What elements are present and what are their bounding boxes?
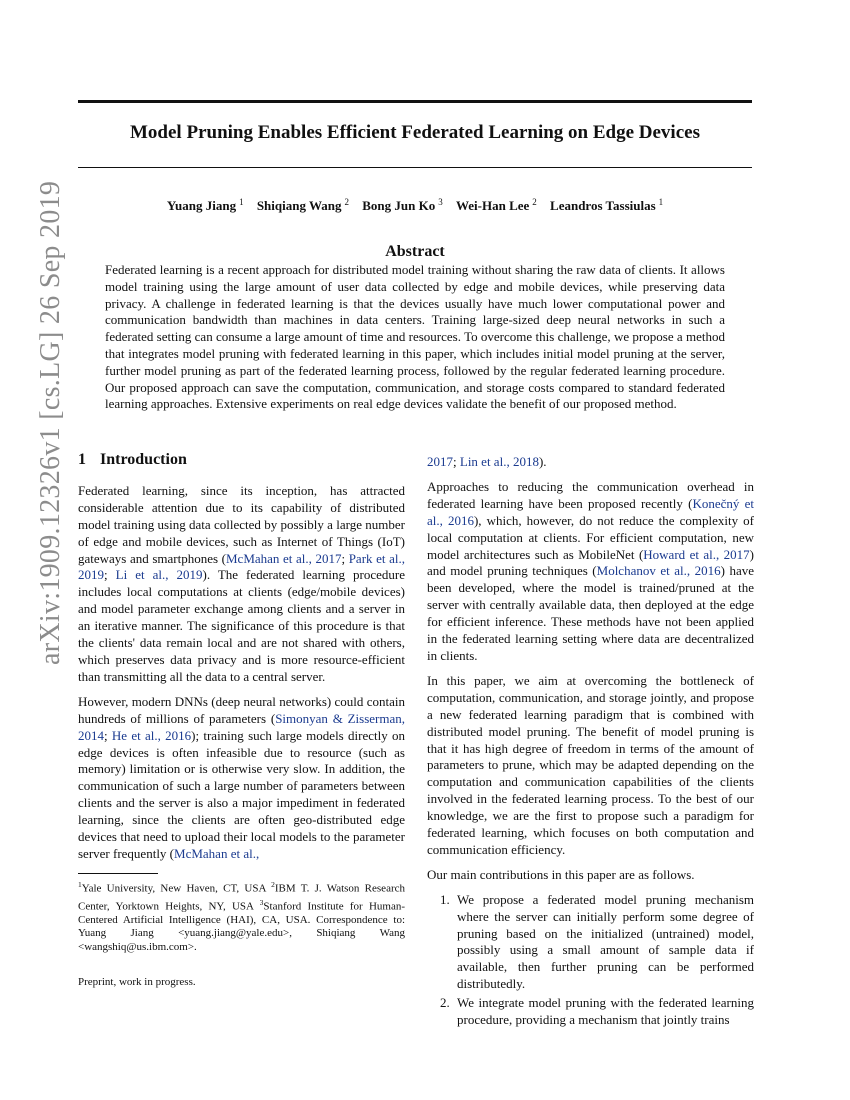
footnote-rule [78, 873, 158, 874]
citation-link[interactable]: Molchanov et al., 2016 [596, 563, 721, 579]
intro-paragraph-3: Approaches to reducing the communication overhead in federated learning have been proposed recently (Konečný et al., 2016), which, however, do not reduce the complexity of local computation at clients. For efficient computation, new model architectures such as MobileNet (Howard et al., 2017) and model pruning techniques (Molchanov et al., 2016) have been developed, where the model is trained/pruned at the server with centrally available data, then deployed at the edge for efficient inference. These methods have not been applied in the federated learning setting where data are decentralized in clients. [427, 478, 755, 663]
citation-link[interactable]: 2017 [427, 454, 453, 469]
paper-title: Model Pruning Enables Efficient Federated Learning on Edge Devices [130, 122, 700, 143]
title-rule-bottom [78, 167, 752, 168]
citation-link[interactable]: Simonyan & Zisserman, 2014 [78, 710, 405, 743]
intro-paragraph-4: In this paper, we aim at overcoming the bottleneck of computation, communication, and storage jointly, and propose a new federated learning paradigm that is combined with distributed model pruning. The benefit of model pruning is that it has high degree of freedom in terms of the amount of parameters to prune, which may be adapted depending on the computation and communication capabilities of the clients involved in the federated learning process. To the best of our knowledge, we are the first to propose such a paradigm for federated learning, which focuses on both computation and communication efficiency. [427, 672, 754, 857]
author-list [78, 197, 752, 214]
affiliation-footnote: $^1$Yale University, New Haven, CT, USA $^2$IBM T. J. Watson Research Center, Yorktown Heights, NY, USA $^3$Stanford Institute for Human-Centered Artificial Intelligence (HAI), CA, USA. Correspondence to: Yuang Jiang <yuang.jiang@yale.edu>, Shiqiang Wang <wangshiq@us.ibm.com>. [78, 879, 405, 953]
section-heading [78, 452, 405, 469]
citation-link[interactable]: Li et al., 2019 [115, 567, 203, 583]
section-number: 1 [78, 451, 86, 468]
title-rule-top [78, 100, 752, 103]
citation-link[interactable]: Park et al., 2019 [78, 550, 405, 583]
author: Shiqiang Wang $^2$ [256, 197, 349, 214]
continuation-line: 2017; Lin et al., 2018). [427, 454, 547, 469]
abstract-heading: Abstract [385, 243, 445, 260]
left-column [78, 452, 405, 991]
author: Bong Jun Ko $^3$ [362, 197, 443, 214]
preprint-note: Preprint, work in progress. [78, 976, 196, 989]
citation-link[interactable]: McMahan et al., 2017 [225, 550, 342, 566]
citation-link[interactable]: Konečný et al., 2016 [427, 495, 755, 528]
list-item: 2. We integrate model pruning with the federated learning procedure, providing a mechanism that jointly trains [453, 995, 754, 1029]
right-column [427, 454, 754, 1031]
author: Yuang Jiang $^1$ [166, 197, 244, 214]
intro-paragraph-1: Federated learning, since its inception, has attracted considerable attention due to its capability of distributed model training using data collected by possibly a large number of edge and mobile devices, such as Internet of Things (IoT) gateways and smartphones (McMahan et al., 2017; Park et al., 2019; Li et al., 2019). The federated learning procedure includes local computations at clients (edge/mobile devices) and model parameter exchange among clients and a server in an iterative manner. The significance of this procedure is that the clients' data remain local and are not shared with others, which preserves data privacy and is more resource-efficient than transmitting all the data to a central server. [78, 482, 405, 684]
section-title: Introduction [100, 451, 187, 468]
citation-link[interactable]: McMahan et al., [174, 845, 260, 861]
citation-link[interactable]: Howard et al., 2017 [643, 546, 750, 562]
arxiv-stamp: arXiv:1909.12326v1 [cs.LG] 26 Sep 2019 [35, 180, 66, 665]
author: Leandros Tassiulas $^1$ [550, 197, 664, 214]
citation-link[interactable]: He et al., 2016 [111, 727, 192, 743]
abstract-body: Federated learning is a recent approach for distributed model training without sharing the raw data of clients. It allows model training using the large amount of user data collected by edge and mobile devices, while preserving data privacy. A challenge in federated learning is that the devices usually have much lower computational power and communication bandwidth than machines in data centers. Training large-sized deep neural networks in such a federated setting can consume a large amount of time and resources. To overcome this challenge, we propose a method that integrates model pruning with federated learning in this paper, which includes initial model pruning at the server, further model pruning as part of the federated learning process, followed by the regular federated learning procedure. Our proposed approach can save the computation, communication, and storage costs compared to standard federated learning approaches. Extensive experiments on real edge devices validate the benefit of our proposed method. [105, 262, 725, 412]
intro-paragraph-2: However, modern DNNs (deep neural networks) could contain hundreds of millions of parameters (Simonyan & Zisserman, 2014; He et al., 2016); training such large models directly on edge devices is often infeasible due to resource (such as memory) limitation or is otherwise very slow. In addition, the communication of such a large number of parameters between clients and the server is also a major impediment in federated learning, since the clients are often geo-distributed edge devices that need to upload their local models to the parameter server frequently (McMahan et al., [78, 693, 405, 861]
contributions-list [427, 892, 754, 1029]
contributions-intro: Our main contributions in this paper are as follows. [427, 866, 695, 882]
author: Wei-Han Lee $^2$ [455, 197, 537, 214]
list-item: 1. We propose a federated model pruning mechanism where the server can initially perform some degree of pruning based on the initialized (untrained) model, possibly using a small amount of sample data if available, then further pruning can be performed distributedly. [453, 892, 754, 993]
citation-link[interactable]: Lin et al., 2018 [459, 454, 539, 469]
